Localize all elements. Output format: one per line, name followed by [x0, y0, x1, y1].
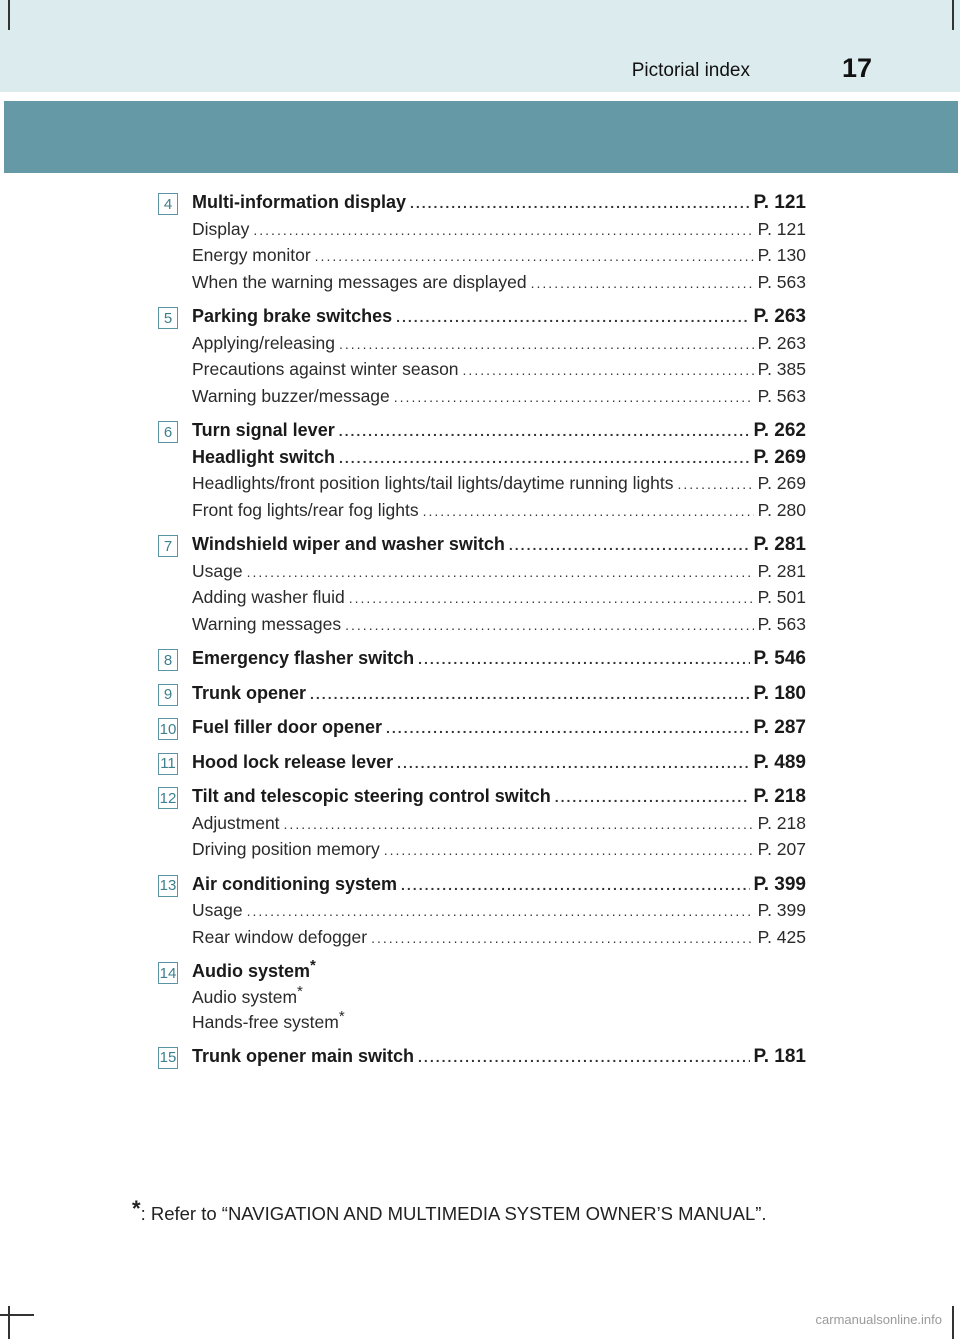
watermark: carmanualsonline.info	[815, 1312, 942, 1327]
item-label: Air conditioning system	[192, 873, 398, 894]
page-reference-link[interactable]: P. 489	[753, 751, 806, 773]
index-sub-item	[192, 384, 806, 411]
page-reference-link[interactable]: P. 263	[753, 306, 806, 327]
page-reference-link[interactable]: P. 280	[757, 499, 806, 520]
index-sub-item	[192, 982, 806, 1011]
index-item-title	[192, 445, 806, 472]
callout-number-badge: 12	[158, 787, 178, 809]
page-reference-link[interactable]: P. 425	[757, 926, 806, 947]
item-label: Front fog lights/rear fog lights	[192, 499, 419, 520]
item-label: Audio system	[192, 961, 311, 981]
item-label: Adding washer fluid	[192, 587, 345, 607]
index-item-title	[192, 304, 806, 331]
header-band	[0, 0, 960, 92]
leader-dots	[678, 472, 754, 498]
item-label: Tilt and telescopic steering control switch	[192, 786, 551, 806]
leader-dots	[410, 191, 750, 217]
leader-dots	[396, 305, 749, 331]
callout-number-badge: 10	[158, 718, 178, 740]
page-reference-link[interactable]: P. 563	[757, 271, 806, 292]
index-entry	[158, 304, 806, 410]
item-label: Hood lock release lever	[192, 751, 394, 772]
leader-dots	[247, 560, 754, 586]
callout-number-badge: 15	[158, 1047, 178, 1069]
asterisk-mark: *	[338, 1008, 345, 1026]
page-reference-link[interactable]: P. 546	[753, 648, 806, 669]
item-label: Headlight switch	[192, 446, 336, 467]
index-item-title	[192, 532, 806, 559]
item-label: When the warning messages are displayed	[192, 271, 527, 292]
page-reference-link[interactable]: P. 269	[753, 446, 806, 468]
callout-number-badge: 13	[158, 875, 178, 897]
header-bar	[4, 101, 958, 173]
item-label: Display	[192, 218, 250, 239]
index-sub-item	[192, 559, 806, 586]
leader-dots	[401, 873, 749, 899]
leader-dots	[253, 218, 753, 244]
index-entry	[158, 959, 806, 1036]
callout-number-badge: 6	[158, 421, 178, 443]
callout-number-badge: 4	[158, 193, 178, 215]
leader-dots	[371, 926, 754, 952]
footnote-asterisk: *	[132, 1196, 141, 1221]
leader-dots	[339, 332, 754, 358]
leader-dots	[555, 785, 750, 811]
item-label: Hands-free system	[192, 1012, 339, 1032]
leader-dots	[509, 533, 750, 559]
item-label: Audio system	[192, 986, 298, 1007]
page-reference-link[interactable]: P. 385	[757, 359, 806, 379]
item-label: Rear window defogger	[192, 926, 368, 947]
page-reference-link[interactable]: P. 180	[753, 682, 806, 704]
callout-number-badge: 7	[158, 535, 178, 557]
callout-number-badge: 9	[158, 684, 178, 706]
crop-mark-bottom-left-v	[8, 1306, 10, 1339]
asterisk-mark: *	[310, 957, 316, 974]
leader-dots	[345, 613, 754, 639]
page-reference-link[interactable]: P. 121	[753, 192, 806, 213]
asterisk-mark: *	[297, 982, 303, 1000]
leader-dots	[315, 244, 754, 270]
index-sub-item	[192, 837, 806, 864]
page-reference-link[interactable]: P. 263	[757, 332, 806, 353]
index-sub-item	[192, 811, 806, 838]
item-label: Precautions against winter season	[192, 359, 459, 379]
page-reference-link[interactable]: P. 181	[753, 1045, 806, 1067]
page-number: 17	[841, 53, 872, 83]
item-label: Driving position memory	[192, 839, 380, 859]
index-sub-item	[192, 898, 806, 925]
page-reference-link[interactable]: P. 262	[753, 420, 806, 441]
leader-dots	[310, 682, 749, 708]
index-item-title	[192, 784, 806, 811]
leader-dots	[339, 419, 750, 445]
item-label: Trunk opener main switch	[192, 1045, 415, 1066]
index-item-title	[192, 1044, 806, 1071]
index-entry	[158, 715, 806, 742]
page-reference-link[interactable]: P. 121	[757, 218, 806, 239]
index-item-title	[192, 959, 806, 985]
item-label: Turn signal lever	[192, 420, 335, 440]
index-sub-item	[192, 471, 806, 498]
item-label: Adjustment	[192, 812, 280, 833]
index-item-title	[192, 190, 806, 217]
item-label: Warning buzzer/message	[192, 385, 390, 406]
index-entry	[158, 784, 806, 864]
index-item-title	[192, 646, 806, 673]
index-sub-item	[192, 585, 806, 612]
index-entries	[158, 190, 806, 1078]
page-reference-link[interactable]: P. 563	[757, 613, 806, 634]
callout-number-badge: 8	[158, 649, 178, 671]
page-reference-link[interactable]: P. 399	[757, 900, 806, 920]
item-label: Emergency flasher switch	[192, 648, 415, 668]
leader-dots	[349, 586, 754, 612]
item-label: Parking brake switches	[192, 306, 393, 326]
index-item-title	[192, 715, 806, 742]
leader-dots	[386, 716, 749, 742]
item-label: Fuel filler door opener	[192, 717, 383, 737]
index-sub-item	[192, 217, 806, 244]
index-sub-item	[192, 243, 806, 270]
leader-dots	[397, 751, 749, 777]
index-sub-item	[192, 331, 806, 358]
index-sub-item	[192, 270, 806, 297]
item-label: Applying/releasing	[192, 332, 336, 353]
callout-number-badge: 14	[158, 962, 178, 984]
crop-mark-top-right	[952, 0, 954, 30]
leader-dots	[423, 499, 754, 525]
leader-dots	[247, 899, 754, 925]
crop-mark-bottom-right-v	[952, 1306, 954, 1339]
leader-dots	[339, 446, 750, 472]
index-sub-item	[192, 498, 806, 525]
crop-mark-bottom-left-h	[0, 1314, 34, 1316]
item-label: Headlights/front position lights/tail lights/daytime running lights	[192, 473, 674, 493]
index-entry	[158, 681, 806, 708]
index-item-title	[192, 418, 806, 445]
page-reference-link[interactable]: P. 287	[753, 717, 806, 738]
page-reference-link[interactable]: P. 501	[757, 587, 806, 607]
leader-dots	[463, 358, 754, 384]
item-label: Energy monitor	[192, 245, 311, 265]
footnote-text: : Refer to “NAVIGATION AND MULTIMEDIA SYSTEM OWNER’S MANUAL”.	[140, 1203, 767, 1224]
item-label: Trunk opener	[192, 682, 307, 703]
index-sub-item	[192, 1010, 806, 1036]
page-reference-link[interactable]: P. 281	[753, 534, 806, 555]
index-entry	[158, 1044, 806, 1071]
index-item-title	[192, 750, 806, 777]
index-entry	[158, 646, 806, 673]
index-entry	[158, 190, 806, 296]
index-sub-item	[192, 612, 806, 639]
leader-dots	[284, 812, 754, 838]
crop-mark-top-left	[8, 0, 10, 30]
leader-dots	[418, 647, 749, 673]
page-reference-link[interactable]: P. 563	[757, 385, 806, 406]
index-item-title	[192, 681, 806, 708]
item-label: Usage	[192, 900, 243, 920]
section-title: Pictorial index	[631, 60, 750, 81]
index-item-title	[192, 872, 806, 899]
index-entry	[158, 872, 806, 952]
index-entry	[158, 418, 806, 524]
page-reference-link[interactable]: P. 218	[753, 786, 806, 807]
item-label: Usage	[192, 560, 243, 581]
footnote	[132, 1196, 767, 1226]
index-sub-item	[192, 357, 806, 384]
page-reference-link[interactable]: P. 218	[757, 812, 806, 833]
index-entry	[158, 532, 806, 638]
leader-dots	[394, 385, 754, 411]
item-label: Multi-information display	[192, 192, 406, 212]
index-sub-item	[192, 925, 806, 952]
page-reference-link[interactable]: P. 130	[757, 245, 806, 265]
item-label: Windshield wiper and washer switch	[192, 534, 505, 554]
page-reference-link[interactable]: P. 281	[757, 560, 806, 581]
index-entry	[158, 750, 806, 777]
callout-number-badge: 5	[158, 307, 178, 329]
page-reference-link[interactable]: P. 399	[753, 873, 806, 895]
leader-dots	[531, 271, 754, 297]
item-label: Warning messages	[192, 613, 342, 634]
page-reference-link[interactable]: P. 207	[757, 839, 806, 859]
page-reference-link[interactable]: P. 269	[757, 473, 806, 493]
leader-dots	[384, 838, 754, 864]
leader-dots	[418, 1045, 749, 1071]
callout-number-badge: 11	[158, 753, 178, 775]
